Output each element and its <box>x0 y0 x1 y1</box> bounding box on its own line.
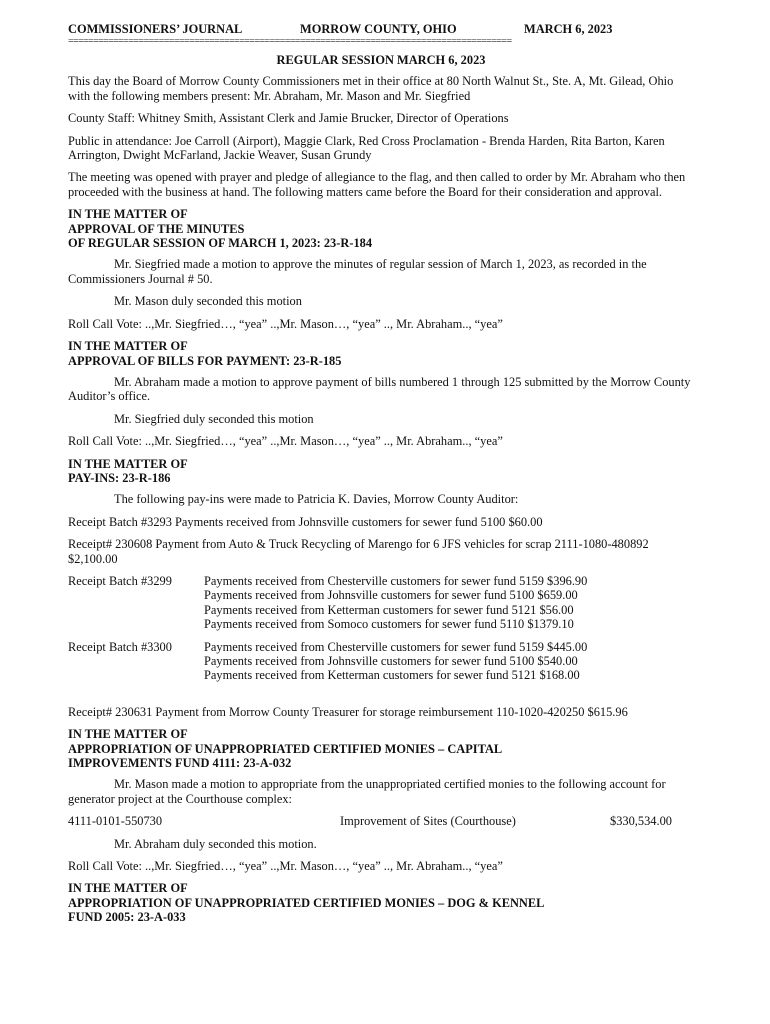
batch-line: Payments received from Johnsville customers for sewer fund 5100 $540.00 <box>204 654 578 668</box>
heading-line: IN THE MATTER OF <box>68 339 188 354</box>
batch-line: Payments received from Johnsville customers for sewer fund 5100 $659.00 <box>204 588 578 603</box>
bills-vote: Roll Call Vote: ..,Mr. Siegfried…, “yea” ..,Mr. Mason…, “yea” .., Mr. Abraham.., “yea” <box>68 434 503 449</box>
heading-line: FUND 2005: 23-A-033 <box>68 910 186 925</box>
heading-line: APPROPRIATION OF UNAPPROPRIATED CERTIFIED MONIES – DOG & KENNEL <box>68 895 545 910</box>
minutes-heading <box>68 207 694 250</box>
heading-line: IN THE MATTER OF <box>68 456 188 471</box>
heading-line: APPROVAL OF THE MINUTES <box>68 221 245 236</box>
heading-line: IN THE MATTER OF <box>68 881 188 896</box>
session-title: REGULAR SESSION MARCH 6, 2023 <box>276 53 486 67</box>
capital-second: Mr. Abraham duly seconded this motion. <box>114 836 317 851</box>
heading-line: APPROVAL OF BILLS FOR PAYMENT: 23-R-185 <box>68 353 342 368</box>
account-description: Improvement of Sites (Courthouse) <box>340 814 516 829</box>
journal-page <box>68 22 694 932</box>
heading-line: APPROPRIATION OF UNAPPROPRIATED CERTIFIED MONIES – CAPITAL <box>68 741 503 756</box>
batch-line: Payments received from Chesterville customers for sewer fund 5159 $396.90 <box>204 573 588 588</box>
county-name: MORROW COUNTY, OHIO <box>300 22 457 36</box>
account-number: 4111-0101-550730 <box>68 814 163 829</box>
heading-line: IMPROVEMENTS FUND 4111: 23-A-032 <box>68 756 292 771</box>
batch-label: Receipt Batch #3299 <box>68 573 172 588</box>
heading-line: OF REGULAR SESSION OF MARCH 1, 2023: 23-R-184 <box>68 236 373 251</box>
batch-line: Payments received from Ketterman customers for sewer fund 5121 $56.00 <box>204 602 574 617</box>
intro-opening: The meeting was opened with prayer and pledge of allegiance to the flag, and then called to order by Mr. Abraham who then proceeded with the business at hand. The following matters came before the Board for their consideration and approval. <box>68 170 686 199</box>
journal-date: MARCH 6, 2023 <box>524 22 613 36</box>
bills-heading <box>68 339 694 368</box>
payins-intro: The following pay-ins were made to Patricia K. Davies, Morrow County Auditor: <box>114 492 519 507</box>
journal-name: COMMISSIONERS’ JOURNAL <box>68 22 243 36</box>
batch-line: Payments received from Somoco customers for sewer fund 5110 $1379.10 <box>204 617 574 632</box>
heading-line: IN THE MATTER OF <box>68 727 188 742</box>
intro-members: This day the Board of Morrow County Commissioners met in their office at 80 North Walnut St., Ste. A, Mt. Gilead, Ohio with the following members present: Mr. Abraham, Mr. Mason and Mr. Siegfried <box>68 74 674 103</box>
heading-line: IN THE MATTER OF <box>68 207 188 222</box>
minutes-second: Mr. Mason duly seconded this motion <box>114 294 302 309</box>
account-amount: $330,534.00 <box>610 814 672 829</box>
capital-motion: Mr. Mason made a motion to appropriate from the unappropriated certified monies to the following account for generator project at the Courthouse complex: <box>68 777 666 806</box>
receipt-3293: Receipt Batch #3293 Payments received from Johnsville customers for sewer fund 5100 $60.00 <box>68 514 543 529</box>
header-rule: ======================================================================================== <box>68 37 512 47</box>
receipt-batch-3300 <box>68 640 694 683</box>
receipt-230631: Receipt# 230631 Payment from Morrow County Treasurer for storage reimbursement 110-1020-420250 $615.96 <box>68 704 628 719</box>
capital-vote: Roll Call Vote: ..,Mr. Siegfried…, “yea” ..,Mr. Mason…, “yea” .., Mr. Abraham.., “yea” <box>68 859 503 874</box>
appropriation-row <box>68 814 694 828</box>
batch-line: Payments received from Chesterville customers for sewer fund 5159 $445.00 <box>204 639 588 654</box>
minutes-motion: Mr. Siegfried made a motion to approve the minutes of regular session of March 1, 2023, as recorded in the Commissioners Journal # 50. <box>68 257 647 286</box>
heading-line: PAY-INS: 23-R-186 <box>68 470 171 485</box>
minutes-vote: Roll Call Vote: ..,Mr. Siegfried…, “yea” ..,Mr. Mason…, “yea” .., Mr. Abraham.., “yea” <box>68 316 503 331</box>
receipt-230608: Receipt# 230608 Payment from Auto & Truck Recycling of Marengo for 6 JFS vehicles for scrap 2111-1080-480892 $2,100.00 <box>68 537 649 566</box>
batch-line: Payments received from Ketterman customers for sewer fund 5121 $168.00 <box>204 668 580 683</box>
page-header <box>68 22 694 37</box>
intro-public: Public in attendance: Joe Carroll (Airport), Maggie Clark, Red Cross Proclamation - Brenda Harden, Rita Barton, Karen Arrington, Dwight McFarland, Jackie Weaver, Susan Grundy <box>68 133 665 163</box>
intro-staff: County Staff: Whitney Smith, Assistant Clerk and Jamie Brucker, Director of Operations <box>68 111 509 126</box>
payins-heading <box>68 457 694 486</box>
bills-motion: Mr. Abraham made a motion to approve payment of bills numbered 1 through 125 submitted by the Morrow County Auditor’s office. <box>68 374 691 404</box>
batch-label: Receipt Batch #3300 <box>68 639 172 654</box>
receipt-batch-3299 <box>68 574 694 632</box>
bills-second: Mr. Siegfried duly seconded this motion <box>114 411 314 426</box>
capital-heading <box>68 727 694 770</box>
dog-kennel-heading <box>68 881 694 924</box>
